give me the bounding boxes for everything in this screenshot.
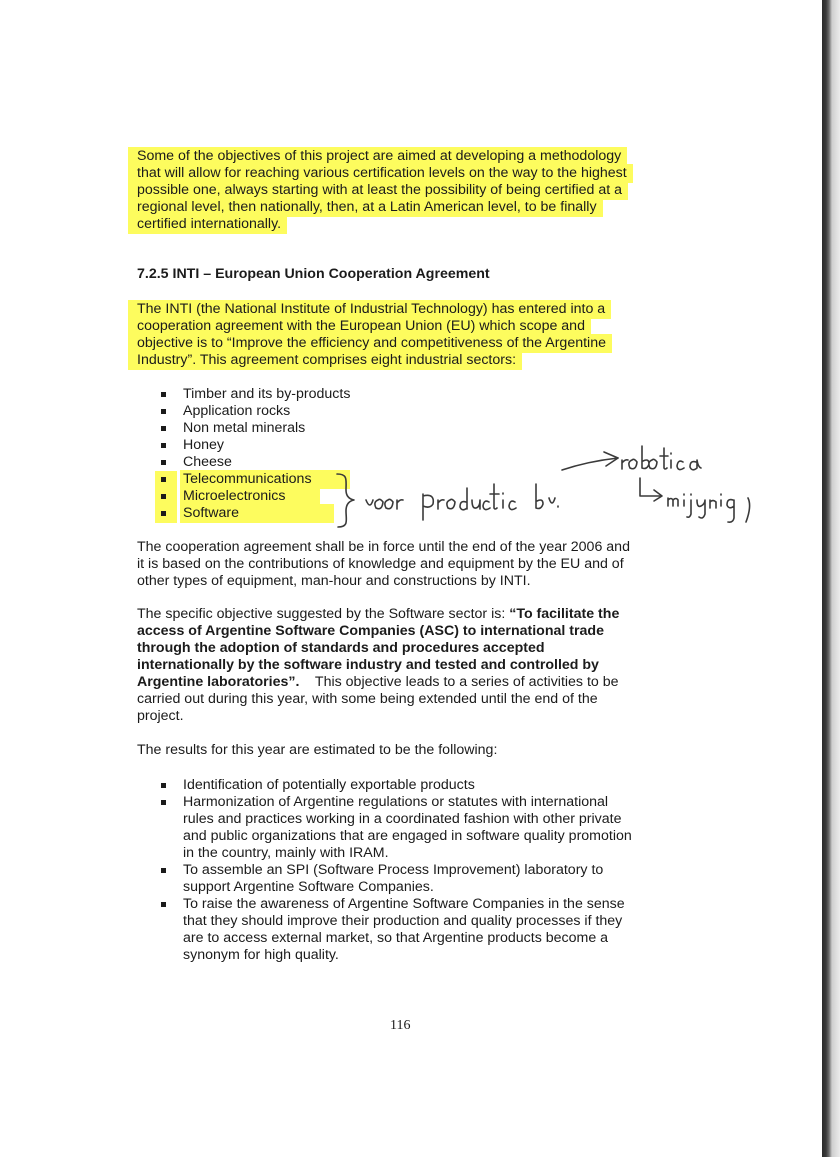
results-list bbox=[158, 777, 678, 964]
objective-quote-end: Argentine laboratories”. bbox=[137, 674, 300, 690]
bullet-icon bbox=[161, 783, 166, 788]
bullet-icon bbox=[161, 477, 166, 482]
bullet-icon bbox=[161, 800, 166, 805]
objective-tail: This objective leads to a series of activities to be bbox=[314, 674, 619, 690]
list-item-highlighted: Telecommunications bbox=[158, 471, 678, 488]
result-line: in the country, mainly with IRAM. bbox=[183, 845, 389, 861]
result-line: Harmonization of Argentine regulations or statutes with international bbox=[183, 794, 609, 810]
bullet-icon bbox=[161, 494, 166, 499]
bullet-icon bbox=[161, 902, 166, 907]
bullet-icon bbox=[161, 868, 166, 873]
objective-quote-start: “To facilitate the bbox=[509, 606, 620, 622]
result-line: To assemble an SPI (Software Process Improvement) laboratory to bbox=[183, 862, 604, 878]
list-item bbox=[158, 794, 678, 862]
list-item: Cheese bbox=[158, 454, 678, 471]
list-item: Non metal minerals bbox=[158, 420, 678, 437]
cooperation-paragraph bbox=[137, 539, 667, 590]
result-line: that they should improve their production and quality processes if they bbox=[183, 913, 623, 929]
inti-line: The INTI (the National Institute of Industrial Technology) has entered into a bbox=[137, 301, 667, 318]
bullet-icon bbox=[161, 511, 166, 516]
list-item: Application rocks bbox=[158, 403, 678, 420]
intro-line: that will allow for reaching various certification levels on the way to the highest bbox=[137, 165, 667, 182]
scan-page-edge bbox=[822, 0, 840, 1157]
result-line: and public organizations that are engaged in software quality promotion bbox=[183, 828, 632, 844]
list-item: Honey bbox=[158, 437, 678, 454]
handwritten-annotation bbox=[0, 0, 822, 560]
objective-bold-line: internationally by the software industry and tested and controlled by bbox=[137, 657, 599, 673]
result-line: To raise the awareness of Argentine Software Companies in the sense bbox=[183, 896, 625, 912]
list-item-highlighted: Software bbox=[158, 505, 678, 522]
objective-line bbox=[137, 606, 667, 623]
objective-line: project. bbox=[137, 708, 184, 724]
list-item bbox=[158, 896, 678, 964]
cooperation-line: it is based on the contributions of knowledge and equipment by the EU and of bbox=[137, 556, 624, 572]
objective-intro: The specific objective suggested by the Software sector is: bbox=[137, 606, 506, 622]
objective-line: carried out during this year, with some being extended until the end of the bbox=[137, 691, 598, 707]
list-item bbox=[158, 862, 678, 896]
objective-paragraph bbox=[137, 606, 667, 725]
pen-scribble bbox=[622, 446, 701, 470]
result-line: support Argentine Software Companies. bbox=[183, 879, 434, 895]
intro-line: certified internationally. bbox=[137, 216, 667, 233]
cooperation-line: The cooperation agreement shall be in force until the end of the year 2006 and bbox=[137, 539, 630, 555]
results-intro bbox=[137, 742, 667, 759]
pen-scribble bbox=[423, 484, 516, 520]
pen-scribble bbox=[668, 494, 734, 522]
inti-line: cooperation agreement with the European Union (EU) which scope and bbox=[137, 318, 667, 335]
intro-line: regional level, then nationally, then, at a Latin American level, to be finally bbox=[137, 199, 667, 216]
section-heading: 7.2.5 INTI – European Union Cooperation Agreement bbox=[137, 266, 490, 282]
inti-line: Industry”. This agreement comprises eight industrial sectors: bbox=[137, 352, 667, 369]
result-line: Identification of potentially exportable products bbox=[183, 777, 475, 793]
pen-scribble bbox=[536, 484, 558, 509]
intro-line: possible one, always starting with at least the possibility of being certified at a bbox=[137, 182, 667, 199]
objective-bold-line: through the adoption of standards and procedures accepted bbox=[137, 640, 545, 656]
objective-line bbox=[137, 674, 667, 691]
results-intro-text: The results for this year are estimated to be the following: bbox=[137, 742, 498, 758]
brace-mark bbox=[337, 474, 354, 527]
list-item-highlighted: Microelectronics bbox=[158, 488, 678, 505]
result-line: rules and practices working in a coordinated fashion with other private bbox=[183, 811, 622, 827]
hook-arrow bbox=[640, 478, 660, 496]
result-line: are to access external market, so that Argentine products become a bbox=[183, 930, 609, 946]
pen-scribble bbox=[746, 498, 750, 522]
pen-scribble bbox=[366, 499, 403, 509]
objective-bold-line: access of Argentine Software Companies (ASC) to international trade bbox=[137, 623, 604, 639]
cooperation-line: other types of equipment, man-hour and constructions by INTI. bbox=[137, 573, 531, 589]
result-line: synonym for high quality. bbox=[183, 947, 339, 963]
page-number: 116 bbox=[390, 1018, 411, 1033]
list-item: Timber and its by-products bbox=[158, 386, 678, 403]
list-item bbox=[158, 777, 678, 794]
inti-line: objective is to “Improve the efficiency and competitiveness of the Argentine bbox=[137, 335, 667, 352]
intro-line: Some of the objectives of this project are aimed at developing a methodology bbox=[137, 148, 667, 165]
